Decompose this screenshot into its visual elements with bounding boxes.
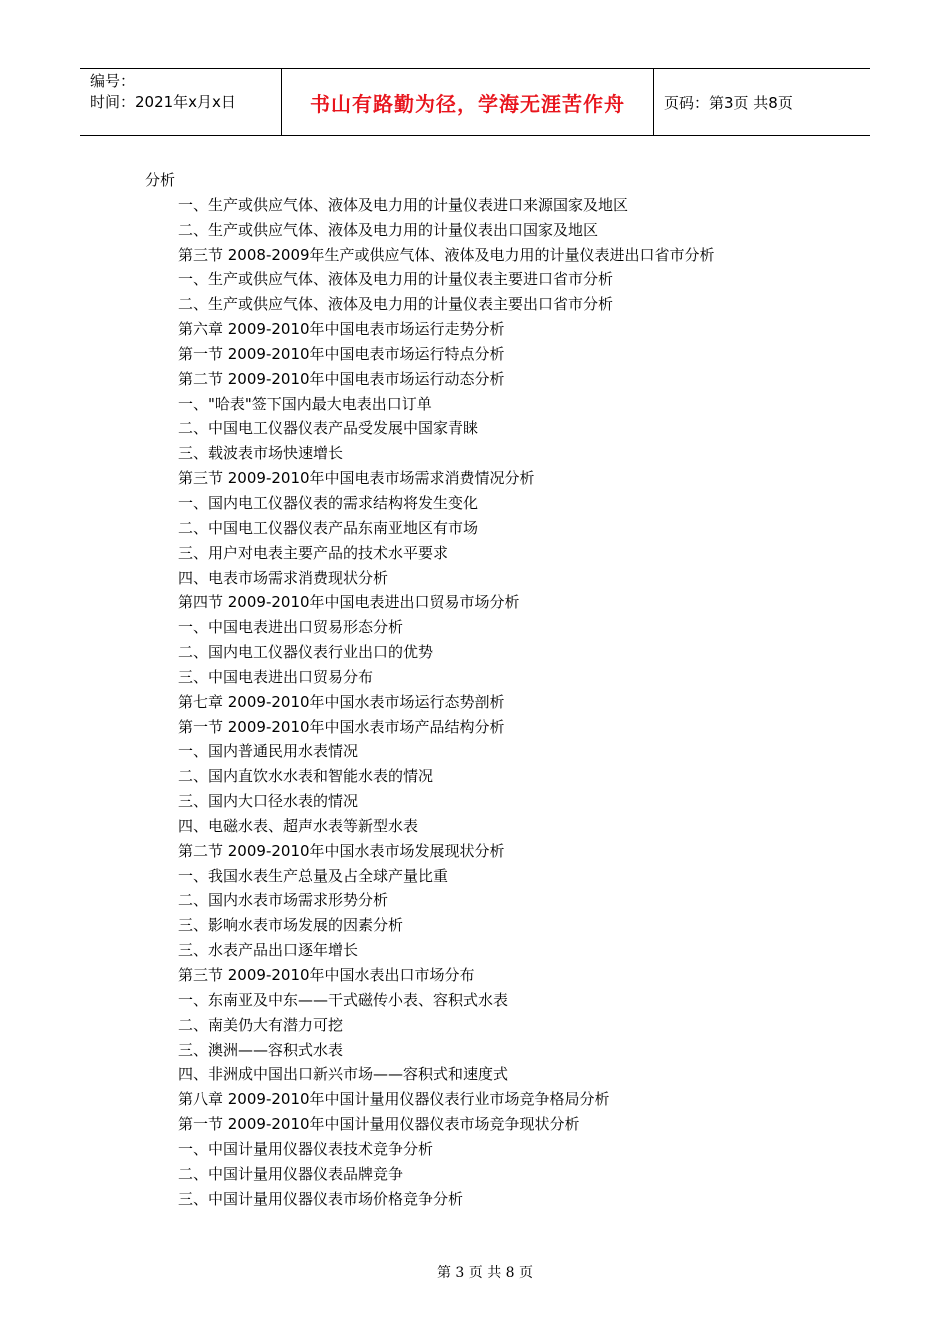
toc-line: 一、生产或供应气体、液体及电力用的计量仪表进口来源国家及地区 <box>178 195 629 214</box>
toc-line: 三、国内大口径水表的情况 <box>178 792 359 811</box>
toc-line: 第四节 2009-2010年中国电表进出口贸易市场分析 <box>178 593 520 612</box>
time-label: 时间：2021年x月x日 <box>90 93 236 111</box>
toc-line: 一、中国电表进出口贸易形态分析 <box>178 618 404 637</box>
toc-line: 二、中国计量用仪器仪表品牌竞争 <box>178 1164 404 1183</box>
toc-line: 第七章 2009-2010年中国水表市场运行态势剖析 <box>178 692 505 711</box>
page-footer <box>0 1262 950 1282</box>
toc-line: 一、东南亚及中东——干式磁传小表、容积式水表 <box>178 990 509 1009</box>
toc-line: 第三节 2008-2009年生产或供应气体、液体及电力用的计量仪表进出口省市分析 <box>178 245 715 264</box>
toc-line: 一、国内普通民用水表情况 <box>178 742 359 761</box>
toc-line: 二、国内电工仪器仪表行业出口的优势 <box>178 643 434 662</box>
toc-line: 四、电磁水表、超声水表等新型水表 <box>178 816 419 835</box>
toc-line: 二、生产或供应气体、液体及电力用的计量仪表出口国家及地区 <box>178 220 599 239</box>
toc-line: 第二节 2009-2010年中国水表市场发展现状分析 <box>178 841 505 860</box>
toc-line: 三、水表产品出口逐年增长 <box>178 941 359 960</box>
toc-line: 第三节 2009-2010年中国电表市场需求消费情况分析 <box>178 469 535 488</box>
toc-line: 一、中国计量用仪器仪表技术竞争分析 <box>178 1139 434 1158</box>
toc-line: 三、影响水表市场发展的因素分析 <box>178 916 404 935</box>
toc-line: 二、南美仍大有潜力可挖 <box>178 1015 344 1034</box>
toc-line: 三、载波表市场快速增长 <box>178 444 344 463</box>
header-page-cell <box>654 69 870 135</box>
toc-line: 第六章 2009-2010年中国电表市场运行走势分析 <box>178 320 505 339</box>
footer-page-number: 第 3 页 共 8 页 <box>436 1265 534 1281</box>
toc-line: 第二节 2009-2010年中国电表市场运行动态分析 <box>178 369 505 388</box>
toc-line: 二、中国电工仪器仪表产品东南亚地区有市场 <box>178 518 479 537</box>
toc-line: 二、国内水表市场需求形势分析 <box>178 891 389 910</box>
header-motto-cell <box>282 69 654 135</box>
toc-line: 三、澳洲——容积式水表 <box>178 1040 344 1059</box>
toc-list <box>145 168 865 1211</box>
toc-line: 二、国内直饮水水表和智能水表的情况 <box>178 767 434 786</box>
toc-line: 一、国内电工仪器仪表的需求结构将发生变化 <box>178 493 479 512</box>
toc-line: 四、电表市场需求消费现状分析 <box>178 568 389 587</box>
toc-line: 分析 <box>145 171 176 189</box>
page-header <box>80 68 870 136</box>
toc-line: 一、"哈表"签下国内最大电表出口订单 <box>178 394 432 413</box>
header-meta-cell <box>80 69 282 135</box>
toc-line: 第八章 2009-2010年中国计量用仪器仪表行业市场竞争格局分析 <box>178 1090 610 1109</box>
toc-line: 二、中国电工仪器仪表产品受发展中国家青睐 <box>178 419 479 438</box>
toc-line: 三、用户对电表主要产品的技术水平要求 <box>178 543 449 562</box>
toc-line: 一、生产或供应气体、液体及电力用的计量仪表主要进口省市分析 <box>178 270 614 289</box>
toc-line: 第一节 2009-2010年中国电表市场运行特点分析 <box>178 344 505 363</box>
number-label: 编号： <box>90 72 136 90</box>
toc-line: 一、我国水表生产总量及占全球产量比重 <box>178 866 449 885</box>
toc-line: 三、中国电表进出口贸易分布 <box>178 667 374 686</box>
motto-text: 书山有路勤为径，学海无涯苦作舟 <box>310 91 625 116</box>
toc-line: 三、中国计量用仪器仪表市场价格竞争分析 <box>178 1189 464 1208</box>
toc-line: 第一节 2009-2010年中国水表市场产品结构分析 <box>178 717 505 736</box>
toc-line: 四、非洲成中国出口新兴市场——容积式和速度式 <box>178 1065 509 1084</box>
page-label: 页码：第3页 共8页 <box>664 93 793 112</box>
toc-line: 第一节 2009-2010年中国计量用仪器仪表市场竞争现状分析 <box>178 1115 580 1134</box>
toc-line: 第三节 2009-2010年中国水表出口市场分布 <box>178 966 475 984</box>
toc-line: 二、生产或供应气体、液体及电力用的计量仪表主要出口省市分析 <box>178 295 614 314</box>
